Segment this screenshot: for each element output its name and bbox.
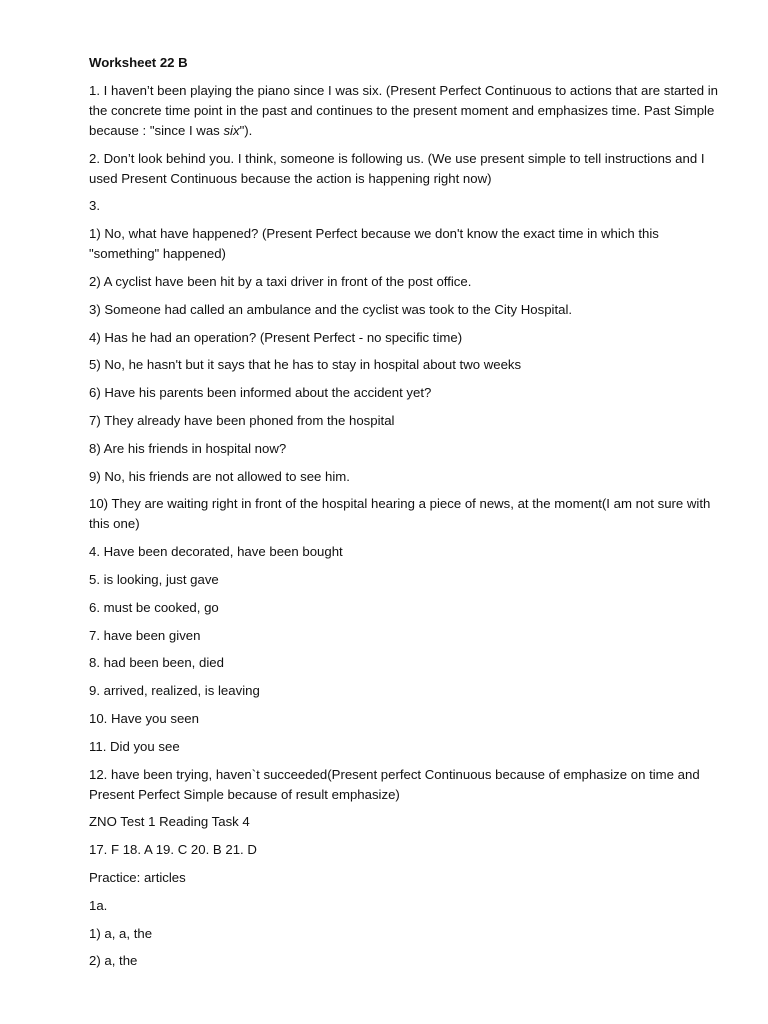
answer-6: 6. must be cooked, go [89, 599, 219, 615]
practice-articles-heading: Practice: articles [89, 869, 186, 885]
answer-4: 4. Have been decorated, have been bought [89, 544, 343, 560]
answer-1-text-end: "). [239, 122, 253, 138]
section-3-item-9: 9) No, his friends are not allowed to see him. [89, 468, 350, 484]
section-3-heading: 3. [89, 198, 100, 214]
zno-test-answers: 17. F 18. A 19. C 20. B 21. D [89, 842, 257, 858]
section-3-item-3: 3) Someone had called an ambulance and the cyclist was took to the City Hospital. [89, 301, 573, 317]
section-3-item-4: 4) Has he had an operation? (Present Perfect - no specific time) [89, 329, 463, 345]
section-3-item-10: 10) They are waiting right in front of the hospital hearing a piece of news, at the moment(I am not sure with this one) [89, 496, 711, 532]
answer-9: 9. arrived, realized, is leaving [89, 683, 260, 699]
section-3-item-5: 5) No, he hasn't but it says that he has to stay in hospital about two weeks [89, 357, 522, 373]
answer-1-italic-word: six [223, 122, 240, 138]
practice-item-1: 1) a, a, the [89, 925, 153, 941]
answer-1-text: 1. I haven’t been playing the piano since I was six. (Present Perfect Continuous to actions that are started in the concrete time point in the past and continues to the present moment and emphasizes time. Past Simple because : "since I was [89, 82, 718, 138]
answer-12: 12. have been trying, haven`t succeeded(Present perfect Continuous because of emphasize on time and Present Perfect Simple because of result emphasize) [89, 766, 700, 802]
section-3-item-2: 2) A cyclist have been hit by a taxi driver in front of the post office. [89, 273, 472, 289]
answer-7: 7. have been given [89, 627, 201, 643]
section-3-item-1: 1) No, what have happened? (Present Perfect because we don't know the exact time in which this "something" happened) [89, 226, 659, 262]
section-3-item-7: 7) They already have been phoned from the hospital [89, 412, 395, 428]
practice-section-1a: 1a. [89, 897, 108, 913]
practice-item-2: 2) a, the [89, 953, 138, 969]
worksheet-title: Worksheet 22 B [89, 55, 188, 70]
section-3-item-8: 8) Are his friends in hospital now? [89, 440, 287, 456]
answer-11: 11. Did you see [89, 738, 180, 754]
answer-1 [89, 81, 719, 141]
section-3-item-6: 6) Have his parents been informed about the accident yet? [89, 385, 432, 401]
answer-5: 5. is looking, just gave [89, 571, 219, 587]
answer-10: 10. Have you seen [89, 710, 199, 726]
zno-test-heading: ZNO Test 1 Reading Task 4 [89, 814, 250, 830]
document-body [89, 53, 719, 979]
answer-8: 8. had been been, died [89, 655, 224, 671]
answer-2: 2. Don’t look behind you. I think, someone is following us. (We use present simple to tell instructions and I used Present Continuous because the action is happening right now) [89, 150, 705, 186]
